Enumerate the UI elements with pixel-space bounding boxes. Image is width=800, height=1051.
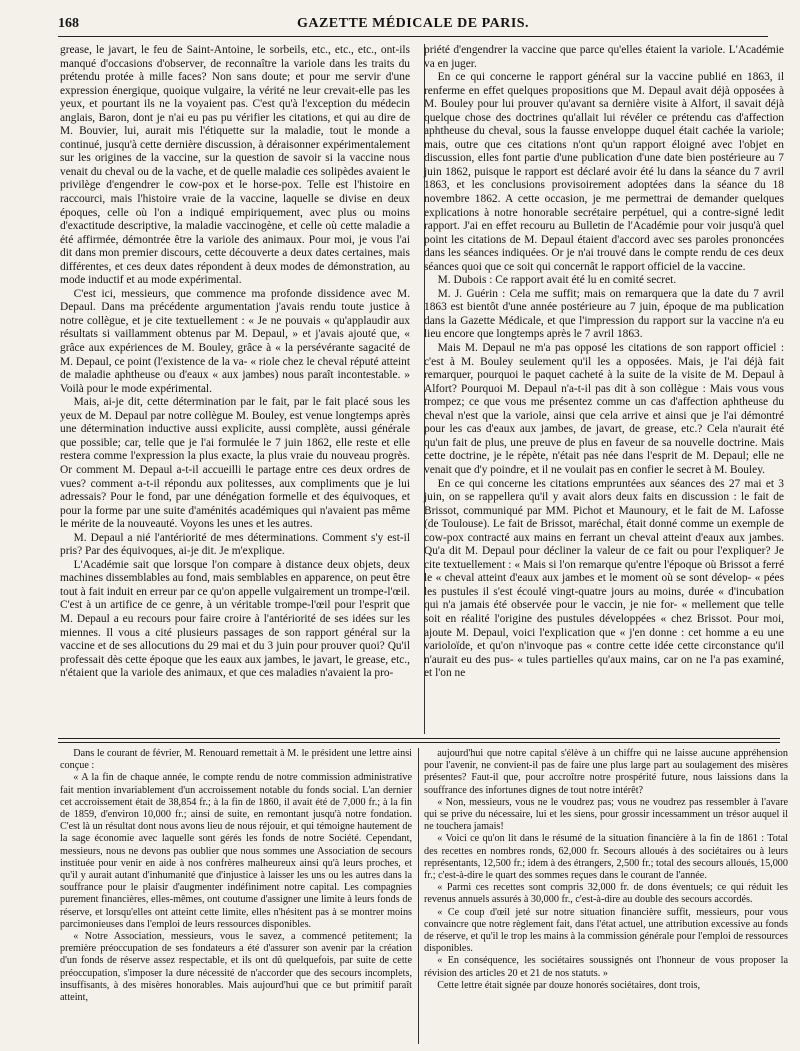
page-number: 168 xyxy=(58,16,79,31)
paragraph: C'est ici, messieurs, que commence ma profonde dissidence avec M. Depaul. Dans ma précédente argumentation j'avais rendu toute justice à notre collègue, et je cite textuellement : « Je ne pouvais « qu'applaudir aux résultats si vaillamment obtenus par M. Depaul, » et j'avais ajouté que, « grâce aux expériences de M. Bouley, grâce à « la persévérante sagacité de M. Depaul, ce point (l'existence de la va- « riole chez le cheval réputé atteint de maladie aphtheuse ou d'eaux « aux jambes) nous paraît incontestable. » Voilà pour le mode expérimental. xyxy=(60,287,410,395)
paragraph: M. J. Guérin : Cela me suffit; mais on remarquera que la date du 7 avril 1863 est bientôt d'une année postérieure au 7 juin, époque de ma publication dans la Gazette Médicale, et que l'impression du rapport sur la vaccine n'a eu lieu encore que longtemps après le 7 avril 1863. xyxy=(424,287,784,341)
paragraph: grease, le javart, le feu de Saint-Antoine, le sorbeils, etc., etc., etc., ont-ils manqué d'occasions d'observer, de reconnaître la variole dans les traits du prétendu protée à mille faces? Non sans doute; et pour me servir d'une expression énergique, quoique vulgaire, la vérité ne leur crevait-elle pas les yeux, et pourtant ils ne la voyaient pas. C'est qu'à l'exception du médecin anglais, Baron, dont je n'ai eu pas pu vérifier les citations, et qui au dire de M. Bouvier, lui, aurait mis l'étiquette sur la maladie, tout le monde a continué, jusqu'à cette dernière discussion, à déraisonner expérimentalement sur les origines de la vaccine, sur la question de savoir si la vaccine nous venait du cheval ou de la vache, et de quelle maladie ces solipèdes avaient le privilège d'engendrer le cow-pox et le horse-pox. Telle est l'histoire en raccourci, mais l'histoire vraie de la vaccine, laquelle se divise en deux époques, celle où l'on a indiqué empiriquement, avec plus ou moins d'exactitude descriptive, la maladie vaccinogène, et celle où cette maladie a été affirmée, démontrée être la variole des animaux. Pour moi, je vous l'ai dit dans mon premier discours, cette découverte a deux dates certaines, mais différentes, et ces deux dates répondent à deux modes de démonstration, au mode inductif et au mode expérimental. xyxy=(60,44,410,287)
paragraph: « Notre Association, messieurs, vous le savez, a commencé petitement; la première préoccupation de ses fondateurs a été d'assurer son avenir par la création d'un fonds de réserve assez respectable, et ils ont dû quelquefois, par suite de cette préoccupation, s'imposer la dure nécessité de n'accorder que des secours incomplets, insuffisants, à des misères honorables. Mais aujourd'hui que ce but primitif paraît atteint, xyxy=(60,931,412,1004)
paragraph: « Parmi ces recettes sont compris 32,000 fr. de dons éventuels; ce qui réduit les revenus annuels assurés à 30,000 fr., c'est-à-dire au double des secours accordés. xyxy=(424,882,788,906)
journal-title: GAZETTE MÉDICALE DE PARIS. xyxy=(296,16,530,31)
paragraph: M. Depaul a nié l'antériorité de mes déterminations. Comment s'y est-il pris? Par des équivoques, ai-je dit. Je m'explique. xyxy=(60,531,410,558)
paragraph: M. Dubois : Ce rapport avait été lu en comité secret. xyxy=(437,274,677,287)
paragraph: Mais, ai-je dit, cette détermination par le fait, par le fait placé sous les yeux de M. Depaul par notre collègue M. Bouley, est venue longtemps après une détermination inductive aussi explicite, aussi complète, aussi générale que possible; car, telle que je l'ai formulée le 7 juin 1862, elle reste et elle restera comme l'expression la plus exacte, la plus vraie du nouveau progrès. Or comment M. Depaul a-t-il accueilli le partage entre ces deux ordres de vues? comment a-t-il répondu aux politesses, aux compliments que je lui adressais? Pour le fond, par une dénégation formelle et des équivoques, et pour la forme par une suite d'aménités académiques qui n'avaient pas même le mérite de la nouveauté. Voyons les unes et les autres. xyxy=(60,396,410,531)
section-rule xyxy=(58,742,780,743)
paragraph: « En conséquence, les sociétaires soussignés ont l'honneur de vous proposer la révision des articles 20 et 21 de nos statuts. » xyxy=(424,955,788,979)
bottom-left-column xyxy=(60,748,412,1004)
left-column xyxy=(60,44,410,681)
paragraph: En ce qui concerne les citations empruntées aux séances des 27 mai et 3 juin, on se rappellera qu'il y avait alors deux faits en discussion : le fait de Brissot, communiqué par MM. Pichot et Maunoury, et le fait de M. Lafosse (de Toulouse). Le fait de Brissot, maréchal, était donné comme un exemple de cow-pox contracté aux mains en ferrant un cheval atteint d'eaux aux jambes. Qu'a dit M. Depaul pour décliner la valeur de ce fait ou pour l'expliquer? Je cite textuellement : « Mais si l'on remarque qu'entre l'époque où Brissot a ferré le « cheval atteint d'eaux aux jambes et le moment où se sont dévelop- « pées les pustules il s'est écoulé vingt-quatre jours au moins, durée « d'incubation qui n'a jamais été observée pour le vaccin, je nie for- « mellement que telle soit en réalité l'origine des pustules développées « chez Brissot. Pour moi, ajoute M. Depaul, voici l'explication que « j'en donne : cet homme a eu une varioloïde, et qu'on n'invoque pas « contre cette idée cette circonstance qu'il n'aurait eu des pus- « tules partielles qu'aux mains, car on ne l'a pas examiné, et l'on ne xyxy=(424,477,784,680)
paragraph: « Ce coup d'œil jeté sur notre situation financière suffit, messieurs, pour vous convaincre que notre règlement fait, dans l'état actuel, une attribution excessive au fonds de réserve, et qu'il le trop les mains à la commission générale pour l'emploi de ressources disponibles. xyxy=(424,906,788,955)
right-column xyxy=(424,44,784,681)
paragraph: Cette lettre était signée par douze honorés sociétaires, dont trois, xyxy=(437,979,701,991)
paragraph: priété d'engendrer la vaccine que parce qu'elles étaient la variole. L'Académie va en juger. xyxy=(424,44,784,70)
paragraph: Dans le courant de février, M. Renouard remettait à M. le président une lettre ainsi conçue : xyxy=(60,748,412,772)
paragraph: « A la fin de chaque année, le compte rendu de notre commission administrative fait mention invariablement d'un accroissement notable du fonds social. L'an dernier cet accroissement était de 38,854 fr.; à la fin de 1860, il avait été de 7,000 fr.; à la fin de 1859, d'environ 10,000 fr.; ainsi de suite, en remontant jusqu'à notre fondation. C'est là un résultat dont nous avons lieu de nous réjouir, et qui témoigne hautement de la sage économie avec laquelle sont gérés les fonds de notre Société. Cependant, messieurs, nous ne devons pas oublier que nous sommes une Association de secours instituée pour venir en aide à nos confrères malheureux ainsi qu'à leurs proches, et qu'il y aurait autant d'inhumanité que d'injustice à laisser les uns ou les autres dans la souffrance pour le plaisir d'augmenter indéfiniment notre capital. Les compagnies purement financières, elles-mêmes, ont coutume d'assigner une limite à leurs fonds de réserve, et lorsqu'elles ont atteint cette limite, elles n'hésitent pas à se montrer moins parcimonieuses dans l'emploi de leurs ressources disponibles. xyxy=(60,772,412,930)
page-header xyxy=(58,14,768,37)
section-rule xyxy=(58,738,780,739)
paragraph: En ce qui concerne le rapport général sur la vaccine publié en 1863, il renferme en effet quelques propositions que M. Depaul avait déjà opposées à M. Bouley pour lui prouver qu'avant sa dernière visite à Alfort, il savait déjà quelque chose des doctrines qu'allait lui révéler ce prétendu cas d'affection aphtheuse du cheval, sous la fausse enveloppe duquel était cachée la variole; mais, outre que ces citations n'ont qu'un rapport éloigné avec l'objet en discussion, elles font partie d'une publication d'une date bien postérieure au 7 juin 1862, puisque le rapport est déclaré avoir été lu dans la séance du 7 avril 1863, et les conclusions provisoirement adoptées dans la séance du 18 novembre 1862. A cette occasion, je me permettrai de demander quelques explications à notre honorable secrétaire perpétuel, qui a contre-signé ledit rapport. J'ai en effet recouru au Bulletin de l'Académie pour voir jusqu'à quel point les citations de M. Depaul étaient d'accord avec ses paroles prononcées dans les séances indiquées. Or je n'ai trouvé dans le compte rendu de ces deux séances quoi que ce soit qui concernât le rapport officiel de la vaccine. xyxy=(424,71,784,273)
paragraph: Mais M. Depaul ne m'a pas opposé les citations de son rapport officiel : c'est à M. Bouley seulement qu'il les a opposées. Mais, je l'ai déjà fait remarquer, pourquoi le paquet cacheté à la suite de la visite de M. Depaul à Alfort? Pourquoi M. Depaul n'a-t-il pas dit à son collègue : Mais vous vous trompez; ce que vous me présentez comme un cas d'affection aphtheuse du cheval n'est que la variole, ainsi que cela arrive et ainsi que je l'ai démontré pour les cas d'eaux aux jambes, de javart, de grease, etc.? Cela n'aurait été qu'un fait de plus, une preuve de plus en faveur de sa nouvelle doctrine. Mais cette doctrine, je le répète, n'était pas née dans l'esprit de M. Depaul; elle ne venait que d'y poindre, et il ne voulait pas en confier le secret à M. Bouley. xyxy=(424,342,784,476)
paragraph: aujourd'hui que notre capital s'élève à un chiffre qui ne laisse aucune appréhension pour l'avenir, ne convient-il pas de faire une plus large part au soulagement des misères présentes? Faut-il que, pour accroître notre prospérité future, nous laissions dans la souffrance des infortunes dignes de tout notre intérêt? xyxy=(424,748,788,796)
paragraph: L'Académie sait que lorsque l'on compare à distance deux objets, deux machines dissemblables au fond, mais semblables en apparence, on peut être tout à fait induit en erreur par ce qu'on appelle vulgairement un trompe-l'œil. C'est à un artifice de ce genre, à un véritable trompe-l'œil pour l'esprit que M. Depaul a eu recours pour faire croire à l'antériorité de ses idées sur les miennes. Il vous a cité plusieurs passages de son rapport général sur la vaccine et de ses allocutions du 29 mai et du 3 juin pour prouver quoi? Qu'il professait dès cette époque que les eaux aux jambes, le javart, le grease, etc., n'étaient que la variole des animaux, et que ces maladies n'avaient la pro- xyxy=(60,558,410,680)
bottom-right-column xyxy=(424,748,788,992)
paragraph: « Voici ce qu'on lit dans le résumé de la situation financière à la fin de 1861 : Total des recettes en nombres ronds, 62,000 fr. Secours alloués à des sociétaires ou à leurs représentants, 12,500 fr.; idem à des étrangers, 2,500 fr.; total des secours alloués, 15,000 fr.; c'est-à-dire le quart des sommes reçues dans le courant de l'année. xyxy=(424,833,788,882)
paragraph: « Non, messieurs, vous ne le voudrez pas; vous ne voudrez pas ressembler à l'avare qui se prive du nécessaire, lui et les siens, pour grossir incessamment un trésor auquel il ne touchera jamais! xyxy=(424,796,788,833)
column-divider xyxy=(418,748,419,1044)
